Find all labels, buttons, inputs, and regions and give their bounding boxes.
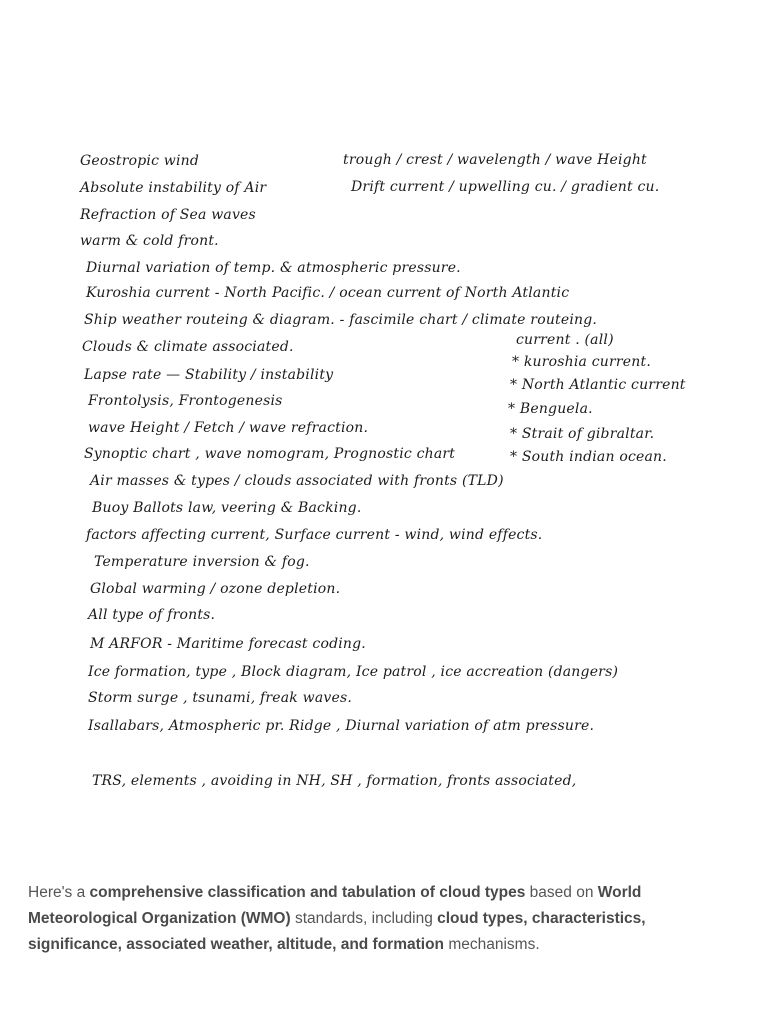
note-line-20: Ice formation, type , Block diagram, Ice patrol , ice accreation (dangers) [88,664,619,680]
intro-paragraph [28,880,728,958]
intro-bold-text: comprehensive classification and tabulation of cloud types [89,884,526,901]
current-list-item: * Benguela. [508,401,593,417]
note-line-16: Temperature inversion & fog. [94,554,310,570]
intro-text: mechanisms. [444,936,540,953]
note-line-21: Storm surge , tsunami, freak waves. [88,690,352,706]
intro-text: standards, including [290,910,438,927]
note-line-14: Buoy Ballots law, veering & Backing. [92,500,362,516]
note-line-1: Geostropic wind [80,153,199,169]
note-line-18: All type of fronts. [88,607,216,623]
note-line-15: factors affecting current, Surface current - wind, wind effects. [86,527,543,543]
note-line-4: warm & cold front. [80,233,219,249]
note-right-2: Drift current / upwelling cu. / gradient cu. [351,179,660,195]
current-list-item: * kuroshia current. [512,354,651,370]
note-line-13: Air masses & types / clouds associated with fronts (TLD) [90,473,504,489]
note-line-7: Ship weather routeing & diagram. - fascimile chart / climate routeing. [84,312,598,328]
current-list-item: * Strait of gibraltar. [510,426,655,442]
note-line-2: Absolute instability of Air [80,180,267,196]
current-list-item: * South indian ocean. [510,449,667,465]
note-line-10: Frontolysis, Frontogenesis [88,393,283,409]
note-line-6: Kuroshia current - North Pacific. / ocean current of North Atlantic [86,285,570,301]
intro-text: Here's a [28,884,90,901]
note-line-5: Diurnal variation of temp. & atmospheric pressure. [86,260,461,276]
note-right-1: trough / crest / wavelength / wave Height [343,152,647,168]
note-line-3: Refraction of Sea waves [80,207,256,223]
current-list-heading: current . (all) [516,332,614,348]
note-line-12: Synoptic chart , wave nomogram, Prognostic chart [84,446,456,462]
intro-bold-text: cloud types, characteristics, significance, associated weather, altitude, and formation [28,910,646,953]
note-line-11: wave Height / Fetch / wave refraction. [88,420,369,436]
note-line-8: Clouds & climate associated. [82,339,294,355]
note-line-9: Lapse rate — Stability / instability [84,367,334,383]
note-line-23: TRS, elements , avoiding in NH, SH , formation, fronts associated, [92,773,577,789]
note-line-22: Isallabars, Atmospheric pr. Ridge , Diurnal variation of atm pressure. [88,718,595,734]
current-list-item: * North Atlantic current [510,377,686,393]
note-line-19: M ARFOR - Maritime forecast coding. [90,636,366,652]
intro-text: based on [525,884,598,901]
intro-bold-text: World Meteorological Organization (WMO) [28,884,642,927]
note-line-17: Global warming / ozone depletion. [90,581,341,597]
